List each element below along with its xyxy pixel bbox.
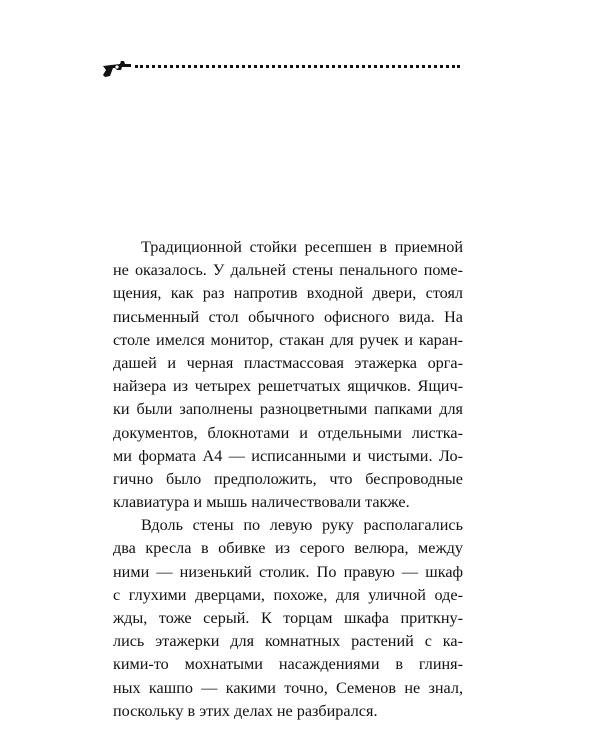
page-header [102,58,462,78]
text-line: столе имелся монитор, стакан для ручек и каран- [113,330,463,349]
revolver-icon [102,58,132,78]
text-line: ки были заполнены разноцветными папками для [113,400,463,419]
text-line: гично было предположить, что беспроводные [113,469,463,488]
text-line: поскольку в этих делах не разбирался. [113,701,378,720]
text-line: клавиатура и мышь наличествовали также. [113,493,410,512]
text-line: не оказалось. У дальней стены пенального поме- [113,261,463,280]
text-line: Вдоль стены по левую руку располагались [141,516,463,535]
text-line: ними — низенький столик. По правую — шкаф [113,562,463,581]
text-line: Традиционной стойки ресепшен в приемной [141,238,463,256]
text-line: найзера из четырех решетчатых ящичков. Ящич- [113,377,463,396]
text-line: письменный стол обычного офисного вида. На [113,307,463,326]
body-text [113,236,463,723]
text-line: документов, блокнотами и отдельными листка- [113,423,463,442]
text-line: ных кашпо — какими точно, Семенов не знал, [113,678,463,697]
paragraph-2 [113,514,463,723]
text-line: ми формата А4 — исписанными и чистыми. Ло- [113,446,463,465]
text-line: кими-то мохнатыми насаждениями в глиня- [113,655,463,674]
text-line: два кресла в обивке из серого велюра, между [113,539,463,558]
text-line: дашей и черная пластмассовая этажерка орга- [113,353,463,372]
text-line: щения, как раз напротив входной двери, стоял [113,284,463,303]
text-line: с глухими дверцами, похоже, для уличной оде- [113,585,463,604]
text-line: жды, тоже серый. К торцам шкафа приткну- [113,609,463,627]
dotted-rule [135,65,460,68]
text-line: лись этажерки для комнатных растений с ка- [113,632,463,651]
paragraph-1 [113,236,463,514]
